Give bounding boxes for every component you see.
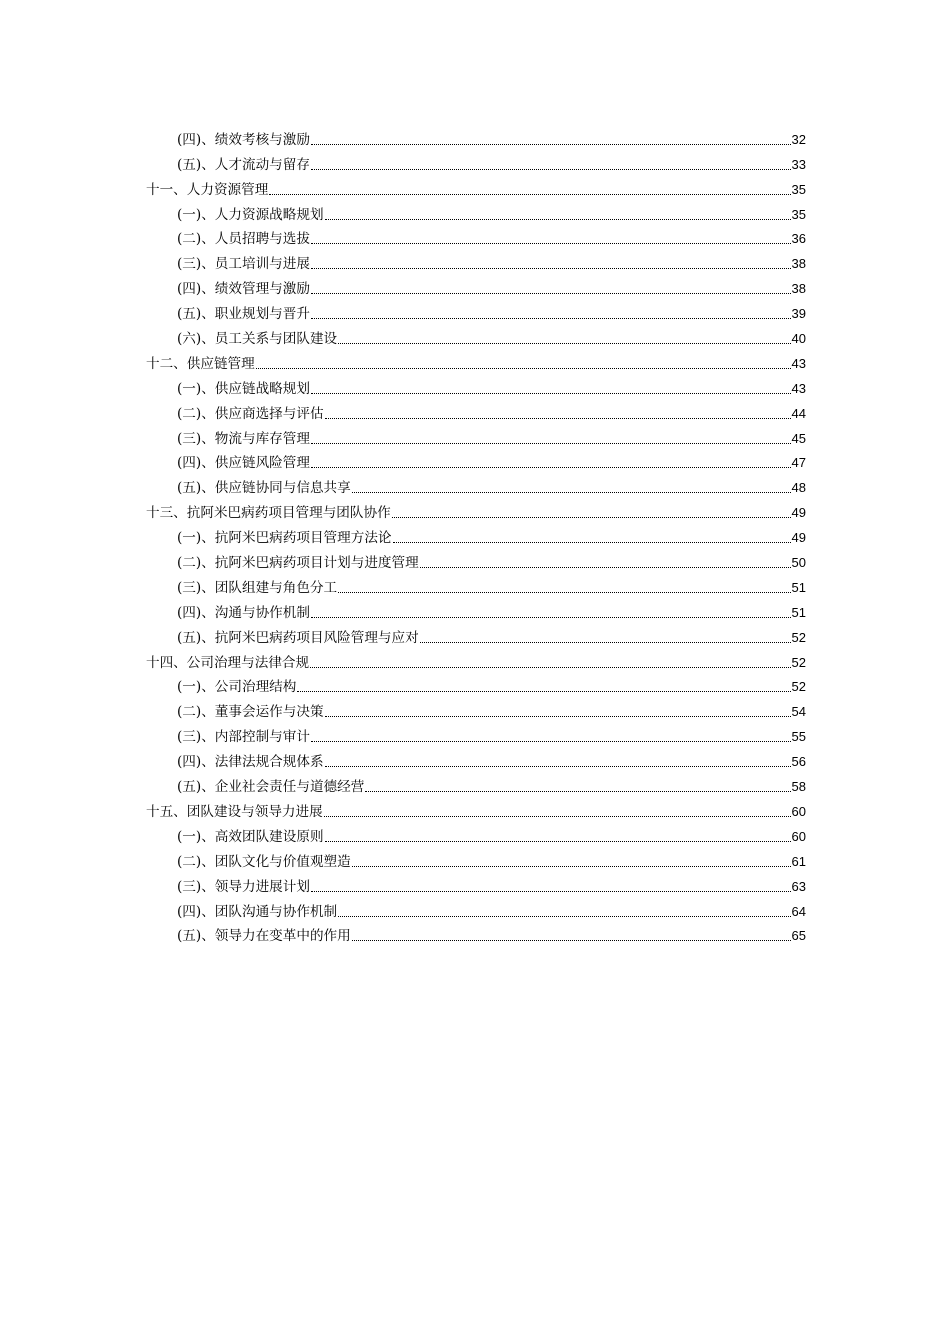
toc-section-entry[interactable] [146, 897, 806, 922]
toc-dot-leader [311, 741, 791, 742]
toc-section-entry[interactable] [146, 722, 806, 747]
toc-entry-title: (四)、团队沟通与协作机制 [177, 903, 338, 920]
toc-entry-title: (三)、员工培训与进展 [177, 256, 310, 273]
toc-dot-leader [324, 816, 791, 817]
toc-section-entry[interactable] [146, 772, 806, 797]
toc-dot-leader [311, 393, 791, 394]
toc-page-number: 38 [791, 281, 806, 297]
toc-dot-leader [311, 617, 791, 618]
toc-dot-leader [311, 169, 791, 170]
toc-page-number: 54 [791, 704, 806, 720]
toc-chapter-entry[interactable] [146, 648, 806, 673]
toc-entry-title: (五)、供应链协同与信息共享 [177, 480, 351, 497]
toc-section-entry[interactable] [146, 822, 806, 847]
toc-dot-leader [352, 866, 791, 867]
toc-entry-title: (五)、企业社会责任与道德经营 [177, 779, 365, 796]
toc-entry-title: (五)、职业规划与晋升 [177, 306, 310, 323]
toc-section-entry[interactable] [146, 872, 806, 897]
toc-page-number: 51 [791, 604, 806, 620]
toc-entry-title: (三)、领导力进展计划 [177, 878, 310, 895]
toc-dot-leader [420, 567, 791, 568]
toc-page-number: 58 [791, 779, 806, 795]
toc-section-entry[interactable] [146, 697, 806, 722]
toc-section-entry[interactable] [146, 150, 806, 175]
toc-page-number: 43 [791, 355, 806, 371]
toc-page-number: 39 [791, 306, 806, 322]
toc-page-number: 43 [791, 380, 806, 396]
toc-entry-title: (五)、领导力在变革中的作用 [177, 928, 351, 945]
toc-chapter-entry[interactable] [146, 175, 806, 200]
toc-dot-leader [256, 368, 791, 369]
toc-dot-leader [311, 293, 791, 294]
toc-dot-leader [311, 443, 791, 444]
toc-section-entry[interactable] [146, 473, 806, 498]
toc-entry-title: (二)、人员招聘与选拔 [177, 231, 310, 248]
toc-dot-leader [325, 841, 791, 842]
toc-section-entry[interactable] [146, 125, 806, 150]
toc-section-entry[interactable] [146, 249, 806, 274]
toc-page-number: 38 [791, 256, 806, 272]
toc-entry-title: 十四、公司治理与法律合规 [146, 654, 310, 671]
toc-section-entry[interactable] [146, 274, 806, 299]
toc-page-number: 60 [791, 828, 806, 844]
toc-dot-leader [311, 144, 791, 145]
toc-page-number: 44 [791, 405, 806, 421]
toc-page-number: 56 [791, 754, 806, 770]
toc-dot-leader [325, 219, 791, 220]
toc-section-entry[interactable] [146, 598, 806, 623]
toc-section-entry[interactable] [146, 424, 806, 449]
toc-page-number: 55 [791, 729, 806, 745]
toc-section-entry[interactable] [146, 523, 806, 548]
toc-page-number: 65 [791, 928, 806, 944]
toc-dot-leader [311, 268, 791, 269]
toc-dot-leader [311, 891, 791, 892]
toc-entry-title: (一)、抗阿米巴病药项目管理方法论 [177, 530, 392, 547]
toc-page-number: 51 [791, 579, 806, 595]
toc-dot-leader [393, 542, 791, 543]
toc-section-entry[interactable] [146, 573, 806, 598]
toc-page-number: 32 [791, 131, 806, 147]
toc-section-entry[interactable] [146, 623, 806, 648]
toc-entry-title: (一)、供应链战略规划 [177, 380, 310, 397]
toc-dot-leader [352, 940, 791, 941]
toc-page-number: 63 [791, 878, 806, 894]
toc-section-entry[interactable] [146, 747, 806, 772]
toc-page-number: 50 [791, 555, 806, 571]
toc-dot-leader [297, 691, 790, 692]
toc-page-number: 52 [791, 629, 806, 645]
toc-dot-leader [311, 318, 791, 319]
toc-page-number: 35 [791, 181, 806, 197]
toc-entry-title: (一)、人力资源战略规划 [177, 206, 324, 223]
toc-dot-leader [325, 766, 791, 767]
toc-entry-title: (三)、内部控制与审计 [177, 729, 310, 746]
toc-entry-title: (二)、抗阿米巴病药项目计划与进度管理 [177, 555, 419, 572]
toc-dot-leader [338, 343, 790, 344]
toc-page-number: 45 [791, 430, 806, 446]
toc-entry-title: (六)、员工关系与团队建设 [177, 331, 338, 348]
toc-entry-title: (三)、团队组建与角色分工 [177, 579, 338, 596]
toc-page-number: 60 [791, 803, 806, 819]
toc-section-entry[interactable] [146, 449, 806, 474]
toc-page-number: 64 [791, 903, 806, 919]
toc-dot-leader [365, 791, 790, 792]
toc-entry-title: (四)、绩效管理与激励 [177, 281, 310, 298]
toc-section-entry[interactable] [146, 399, 806, 424]
toc-entry-title: (三)、物流与库存管理 [177, 430, 310, 447]
toc-page-number: 52 [791, 679, 806, 695]
toc-entry-title: 十五、团队建设与领导力进展 [146, 803, 323, 820]
toc-entry-title: (五)、人才流动与留存 [177, 156, 310, 173]
toc-entry-title: (二)、团队文化与价值观塑造 [177, 853, 351, 870]
toc-entry-title: (一)、高效团队建设原则 [177, 828, 324, 845]
toc-chapter-entry[interactable] [146, 349, 806, 374]
toc-section-entry[interactable] [146, 200, 806, 225]
toc-page-number: 47 [791, 455, 806, 471]
toc-entry-title: (二)、供应商选择与评估 [177, 405, 324, 422]
toc-page-number: 48 [791, 480, 806, 496]
toc-entry-title: (二)、董事会运作与决策 [177, 704, 324, 721]
toc-entry-title: 十二、供应链管理 [146, 355, 255, 372]
toc-entry-title: (四)、供应链风险管理 [177, 455, 310, 472]
toc-page-number: 40 [791, 331, 806, 347]
toc-section-entry[interactable] [146, 922, 806, 947]
toc-page-number: 52 [791, 654, 806, 670]
toc-page-number: 36 [791, 231, 806, 247]
toc-entry-title: 十一、人力资源管理 [146, 181, 269, 198]
toc-dot-leader [311, 467, 791, 468]
toc-section-entry[interactable] [146, 299, 806, 324]
toc-entry-title: (四)、法律法规合规体系 [177, 754, 324, 771]
toc-section-entry[interactable] [146, 324, 806, 349]
toc-dot-leader [310, 667, 790, 668]
toc-dot-leader [325, 716, 791, 717]
toc-dot-leader [420, 642, 791, 643]
toc-dot-leader [338, 592, 790, 593]
toc-page-number: 35 [791, 206, 806, 222]
toc-dot-leader [269, 194, 790, 195]
toc-section-entry[interactable] [146, 673, 806, 698]
toc-dot-leader [392, 517, 791, 518]
toc-page-number: 61 [791, 853, 806, 869]
toc-page-number: 33 [791, 156, 806, 172]
toc-section-entry[interactable] [146, 374, 806, 399]
toc-entry-title: (四)、绩效考核与激励 [177, 131, 310, 148]
toc-page-number: 49 [791, 505, 806, 521]
toc-chapter-entry[interactable] [146, 797, 806, 822]
toc-section-entry[interactable] [146, 225, 806, 250]
toc-page-number: 49 [791, 530, 806, 546]
toc-section-entry[interactable] [146, 847, 806, 872]
toc-entry-title: (四)、沟通与协作机制 [177, 604, 310, 621]
toc-dot-leader [325, 418, 791, 419]
toc-chapter-entry[interactable] [146, 498, 806, 523]
toc-section-entry[interactable] [146, 548, 806, 573]
table-of-contents [146, 125, 806, 946]
toc-dot-leader [311, 243, 791, 244]
toc-entry-title: (一)、公司治理结构 [177, 679, 297, 696]
toc-entry-title: 十三、抗阿米巴病药项目管理与团队协作 [146, 505, 391, 522]
toc-dot-leader [338, 916, 790, 917]
toc-entry-title: (五)、抗阿米巴病药项目风险管理与应对 [177, 629, 419, 646]
toc-dot-leader [352, 492, 791, 493]
